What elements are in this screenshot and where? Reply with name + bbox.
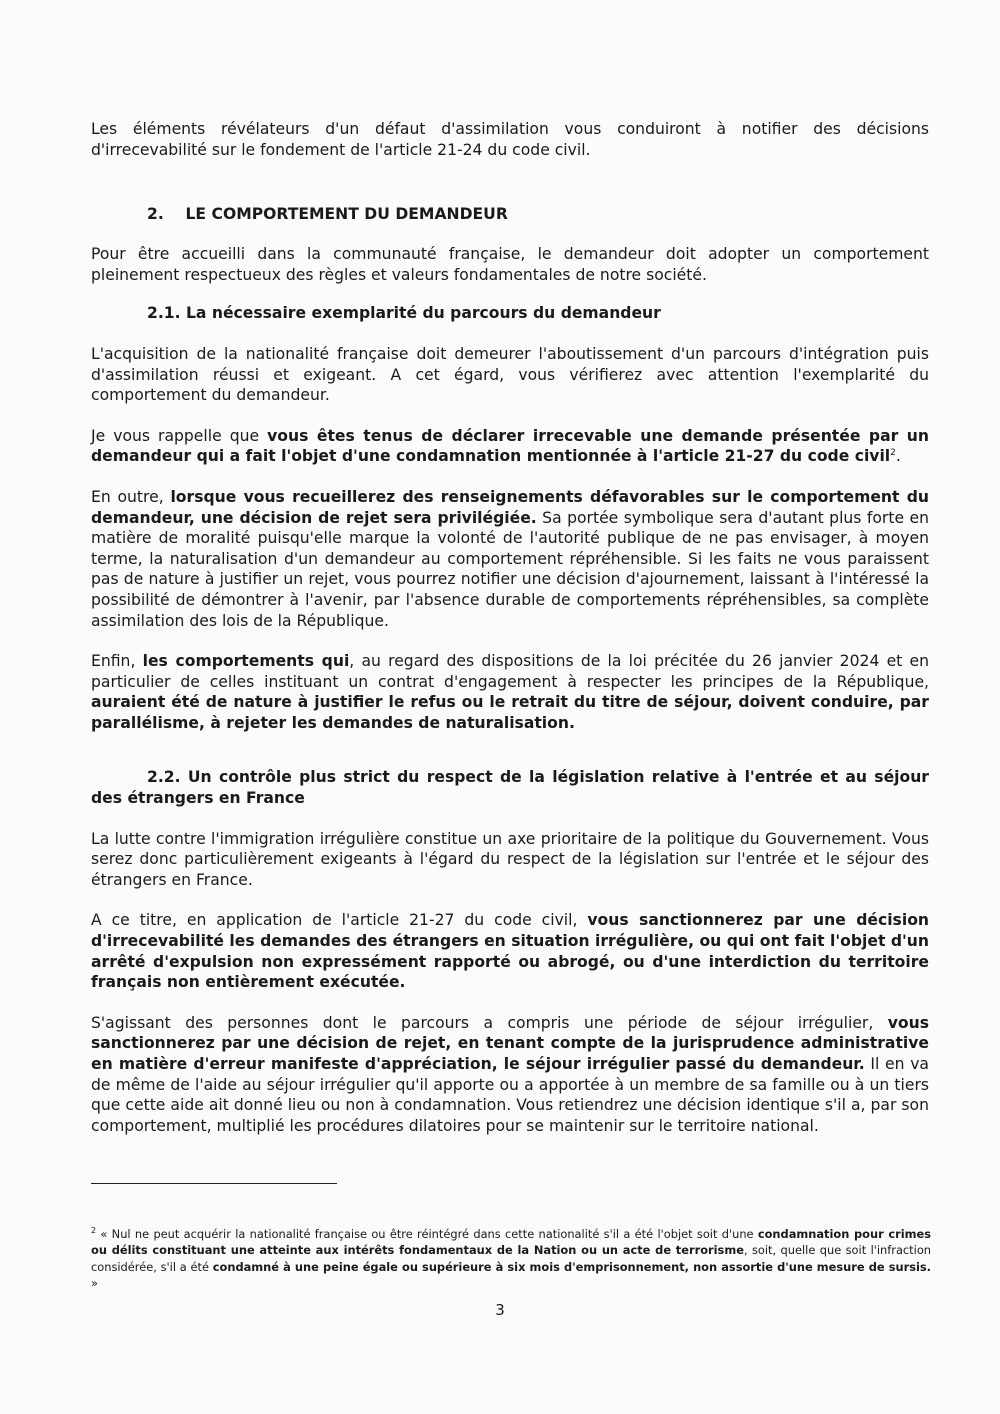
- section-2-2-paragraph-2: [91, 910, 929, 992]
- section-2-heading: [147, 204, 929, 224]
- footnote-ref: 2: [890, 448, 896, 459]
- p4-lead: Enfin,: [91, 652, 143, 671]
- p2-end: .: [895, 447, 901, 466]
- section-2-1-paragraph-1: L'acquisition de la nationalité française doit demeurer l'aboutissement d'un parcours d'intégration puis d'assimilation réussi et exigeant. A cet égard, vous vérifierez avec attention l'exemplarité du comportement du demandeur.: [91, 344, 929, 405]
- footnote-emphasis-2: condamné à une peine égale ou supérieure à six mois d'emprisonnement, non assortie d'une mesure de sursis.: [212, 1259, 932, 1274]
- section-2-1-paragraph-3: [91, 487, 929, 631]
- footnote-separator: [91, 1183, 337, 1184]
- section-2-2-paragraph-1: La lutte contre l'immigration irrégulière constitue un axe prioritaire de la politique du Gouvernement. Vous serez donc particulièrement exigeants à l'égard du respect de la législation sur l'entrée et le séjour des étrangers en France.: [91, 829, 929, 889]
- document-body: [91, 119, 929, 1136]
- p2-lead: Je vous rappelle que: [91, 426, 268, 445]
- s22-p3-rest: Il en va de même de l'aide au séjour irrégulier qu'il apporte ou a apportée à un membre de sa famille ou à un tiers que cette aide ait donné lieu ou non à condamnation. Vous retiendrez une décision identique s'il a, par son comportement, multiplié les procédures dilatoires pour se maintenir sur le territoire national.: [91, 1055, 929, 1135]
- section-2-intro: Pour être accueilli dans la communauté française, le demandeur doit adopter un comportement pleinement respectueux des règles et valeurs fondamentales de notre société.: [91, 245, 929, 284]
- p3-rest: Sa portée symbolique sera d'autant plus forte en matière de moralité puisqu'elle marque la volonté de l'autorité publique de ne pas envisager, à moyen terme, la naturalisation d'un demandeur au comportement répréhensible. Si les faits ne vous paraissent pas de nature à justifier un rejet, vous pourrez notifier une décision d'ajournement, laissant à l'intéressé la possibilité de démontrer à l'avenir, par l'absence durable de comportements répréhensibles, sa complète assimilation des lois de la République.: [91, 508, 930, 630]
- s22-p3-lead: S'agissant des personnes dont le parcours a compris une période de séjour irrégulier,: [91, 1013, 888, 1032]
- footnote-text-2: , soit, quelle que soit l'infraction considérée, s'il a été: [91, 1243, 932, 1274]
- intro-paragraph: Les éléments révélateurs d'un défaut d'assimilation vous conduiront à notifier des décisions d'irrecevabilité sur le fondement de l'article 21-24 du code civil.: [91, 120, 929, 159]
- p4-emphasis-2: auraient été de nature à justifier le refus ou le retrait du titre de séjour, doivent conduire, par parallélisme, à rejeter les demandes de naturalisation.: [91, 693, 929, 732]
- section-2-2-paragraph-3: [91, 1013, 929, 1137]
- section-2-2-heading: 2.2. Un contrôle plus strict du respect de la législation relative à l'entrée et au séjour des étrangers en France: [91, 768, 929, 808]
- footnote-marker: 2: [91, 1226, 97, 1236]
- p4-emphasis-1: les comportements qui: [142, 652, 350, 671]
- section-2-1-paragraph-2: [91, 426, 929, 467]
- section-2-title: LE COMPORTEMENT DU DEMANDEUR: [185, 205, 508, 224]
- section-2-1-heading: 2.1. La nécessaire exemplarité du parcours du demandeur: [147, 304, 661, 323]
- footnote-text-1: « Nul ne peut acquérir la nationalité française ou être réintégré dans cette nationalité s'il a été l'objet soit d'une: [96, 1227, 758, 1241]
- s22-p2-lead: A ce titre, en application de l'article 21-27 du code civil,: [91, 911, 588, 930]
- p4-middle: , au regard des dispositions de la loi précitée du 26 janvier 2024 et en particulier de celles instituant un contrat d'engagement à respecter les principes de la République,: [91, 652, 929, 691]
- s22-p2-emphasis: vous sanctionnerez par une décision d'irrecevabilité les demandes des étrangers en situation irrégulière, ou qui ont fait l'objet d'un arrêté d'expulsion non expressément rapporté ou abrogé, ou d'une interdiction du territoire français non entièrement exécutée.: [91, 911, 930, 992]
- footnote-emphasis-1: condamnation pour crimes ou délits constituant une atteinte aux intérêts fondamentaux de la Nation ou un acte de terrorisme: [91, 1227, 932, 1258]
- footnote: [91, 1226, 931, 1291]
- footnote-text-3: »: [91, 1275, 98, 1290]
- p2-emphasis: vous êtes tenus de déclarer irrecevable une demande présentée par un demandeur qui a fait l'objet d'une condamnation mentionnée à l'article 21-27 du code civil: [91, 426, 929, 466]
- p3-lead: En outre,: [91, 487, 171, 506]
- p3-emphasis: lorsque vous recueillerez des renseignements défavorables sur le comportement du demandeur, une décision de rejet sera privilégiée.: [91, 487, 929, 527]
- s22-p3-emphasis: vous sanctionnerez par une décision de rejet, en tenant compte de la jurisprudence administrative en matière d'erreur manifeste d'appréciation, le séjour irrégulier passé du demandeur.: [91, 1013, 929, 1073]
- section-2-number: 2.: [147, 205, 164, 224]
- section-2-1-paragraph-4: [91, 651, 929, 733]
- page-number: 3: [495, 1301, 505, 1319]
